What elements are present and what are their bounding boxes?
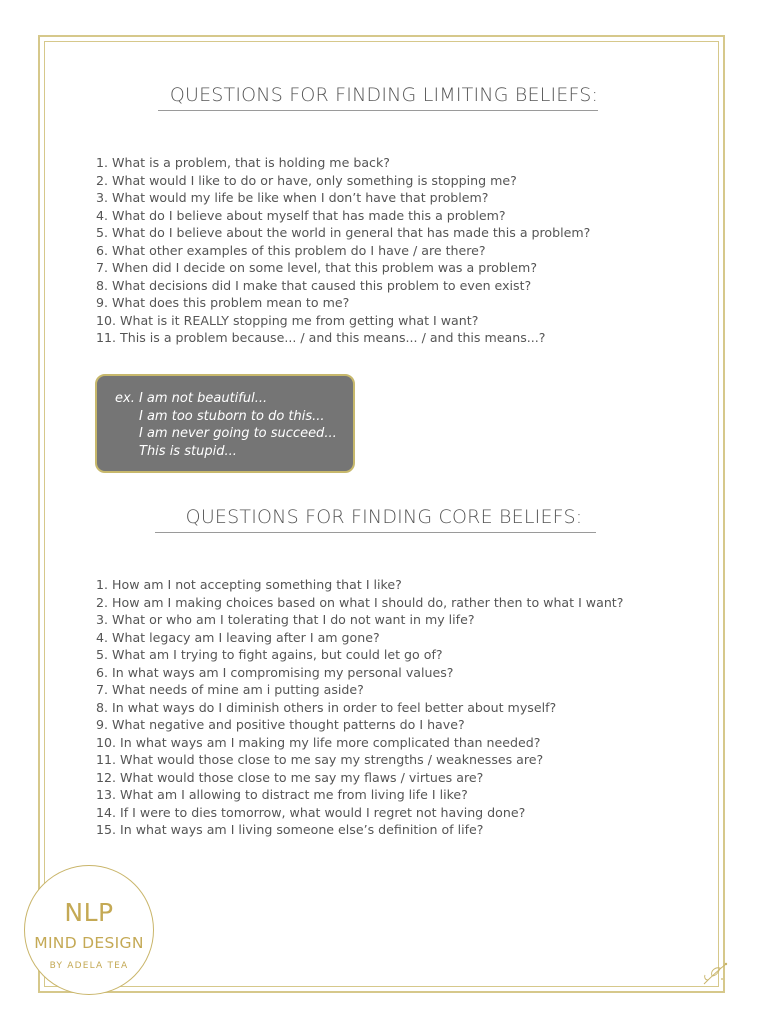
list-item: 13. What am I allowing to distract me from living life I like? <box>96 787 468 802</box>
list-item: 4. What legacy am I leaving after I am gone? <box>96 629 380 645</box>
section-title-limiting-beliefs: QUESTIONS FOR FINDING LIMITING BELIEFS: <box>169 84 599 106</box>
example-line: ex. I am not beautiful... <box>115 391 268 406</box>
list-item: 10. What is it REALLY stopping me from getting what I want? <box>96 312 479 328</box>
list-item: 14. If I were to dies tomorrow, what would I regret not having done? <box>96 804 526 820</box>
list-item: 3. What or who am I tolerating that I do not want in my life? <box>96 612 475 627</box>
list-item: 11. This is a problem because... / and this means... / and this means...? <box>96 330 546 345</box>
list-item: 7. What needs of mine am i putting aside? <box>96 682 364 697</box>
logo-text-nlp: NLP <box>64 898 114 927</box>
list-item: 2. What would I like to do or have, only something is stopping me? <box>96 172 517 188</box>
list-item: 5. What am I trying to fight agains, but could let go of? <box>96 647 443 662</box>
example-line: This is stupid... <box>139 443 237 459</box>
list-item: 1. How am I not accepting something that I like? <box>96 577 402 592</box>
example-line: I am never going to succeed... <box>139 426 337 441</box>
section-title-core-beliefs: QUESTIONS FOR FINDING CORE BELIEFS: <box>185 506 583 528</box>
list-item: 7. When did I decide on some level, that this problem was a problem? <box>96 260 538 275</box>
list-item: 8. In what ways do I diminish others in order to feel better about myself? <box>96 699 557 715</box>
logo-text-author: BY ADELA TEA <box>49 961 129 971</box>
list-item: 9. What negative and positive thought patterns do I have? <box>96 717 465 732</box>
list-item: 6. What other examples of this problem do I have / are there? <box>96 242 486 258</box>
core-beliefs-question-list <box>96 576 623 839</box>
list-item: 5. What do I believe about the world in general that has made this a problem? <box>96 225 591 240</box>
logo-text-mind-design: MIND DESIGN <box>34 934 144 952</box>
leaf-sprig-icon <box>700 958 730 988</box>
limiting-beliefs-question-list <box>96 154 590 347</box>
example-line: I am too stuborn to do this... <box>139 408 325 424</box>
list-item: 4. What do I believe about myself that has made this a problem? <box>96 207 506 223</box>
list-item: 10. In what ways am I making my life more complicated than needed? <box>96 734 541 750</box>
list-item: 1. What is a problem, that is holding me back? <box>96 155 390 170</box>
brand-logo-badge <box>24 865 154 995</box>
list-item: 6. In what ways am I compromising my personal values? <box>96 664 454 680</box>
list-item: 3. What would my life be like when I don’t have that problem? <box>96 190 489 205</box>
title-underline <box>155 532 596 533</box>
list-item: 9. What does this problem mean to me? <box>96 295 350 310</box>
list-item: 15. In what ways am I living someone else’s definition of life? <box>96 822 484 837</box>
title-underline <box>158 110 598 111</box>
list-item: 11. What would those close to me say my strengths / weaknesses are? <box>96 752 544 767</box>
example-callout-box <box>95 374 355 473</box>
list-item: 8. What decisions did I make that caused this problem to even exist? <box>96 277 532 293</box>
list-item: 12. What would those close to me say my flaws / virtues are? <box>96 769 484 785</box>
list-item: 2. How am I making choices based on what I should do, rather then to what I want? <box>96 594 624 610</box>
